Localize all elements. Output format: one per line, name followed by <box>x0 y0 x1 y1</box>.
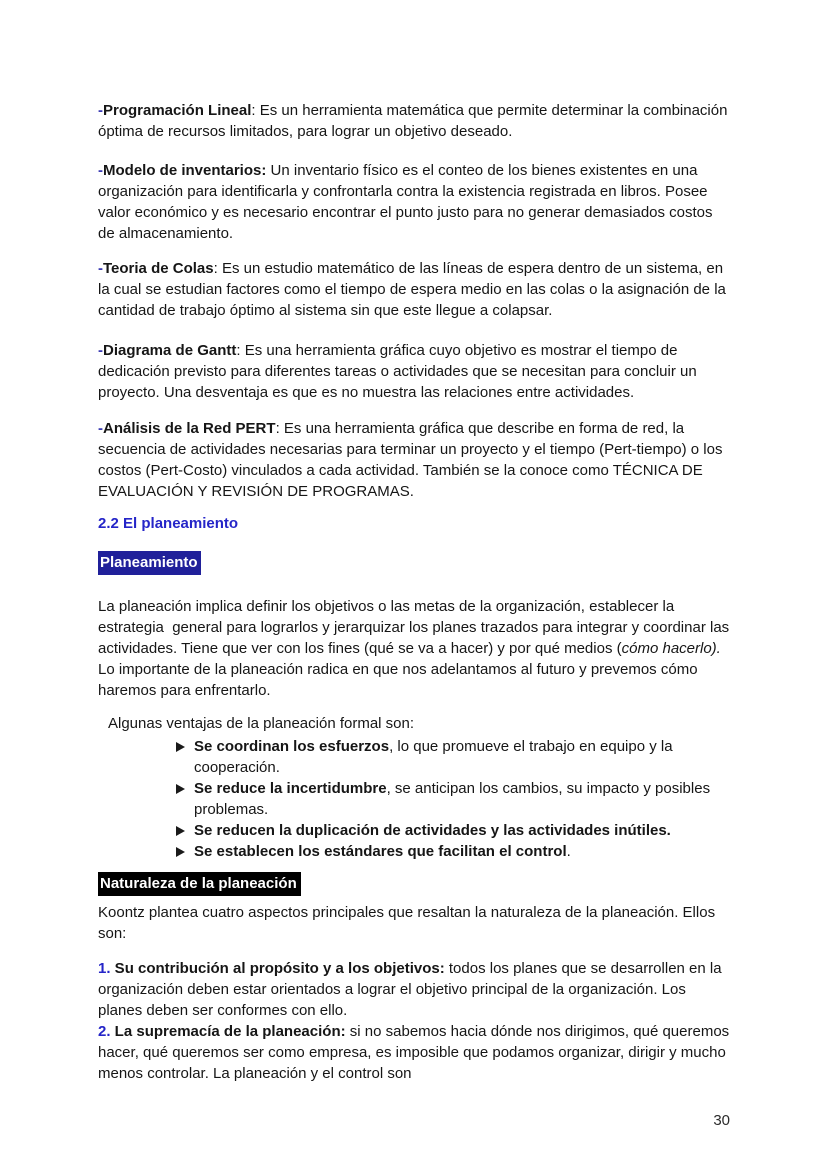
advantage-rest: . <box>566 843 571 860</box>
planning-text-1: La planeación implica definir los objetivos o las metas de la organización, establecer la estrategia general para lograrlos y jerarquizar los planes trazados para integrar y coordinar las actividades. Tiene que ver con los fines (qué se va a hacer) y por qué medios ( <box>98 598 734 657</box>
term-paragraph-analisis-red-pert <box>98 418 730 502</box>
advantage-bold: Se reducen la duplicación de actividades y las actividades inútiles. <box>194 822 671 839</box>
term-dash: - <box>98 420 103 437</box>
highlighted-heading-naturaleza: Naturaleza de la planeación <box>98 872 301 896</box>
advantage-text <box>194 820 671 841</box>
advantages-intro: Algunas ventajas de la planeación formal son: <box>108 715 415 732</box>
advantage-rest: , se anticipan los cambios, su impacto y posibles problemas. <box>194 780 715 818</box>
term-body: Un inventario físico es el conteo de los bienes existentes en una organización para identificarla y confrontarla contra la existencia registrada en libros. Posee valor económico y es necesario encontrar el punto justo para no generar demasiados costos de almacenamiento. <box>98 162 717 242</box>
list-item <box>98 820 730 841</box>
term-body: Es una herramienta gráfica que describe en forma de red, la secuencia de actividades necesarias para terminar un proyecto y el tiempo (Pert-tiempo) o los costos (Pert-Costo) vinculados a cada actividad. También se la conoce como TÉCNICA DE EVALUACIÓN Y REVISIÓN DE PROGRAMAS. <box>98 420 727 500</box>
highlighted-heading-planeamiento-row <box>98 551 730 575</box>
planning-paragraph <box>98 596 734 701</box>
advantage-text <box>194 736 730 778</box>
page-number: 30 <box>713 1112 730 1129</box>
advantage-text <box>194 778 730 820</box>
highlighted-heading-planeamiento: Planeamiento <box>98 551 201 575</box>
term-paragraph-teoria-colas <box>98 258 730 321</box>
term-separator: : <box>213 260 222 277</box>
term-title: Modelo de inventarios: <box>103 162 267 179</box>
arrowhead-bullet-icon <box>176 742 185 752</box>
advantage-rest: , lo que promueve el trabajo en equipo y la cooperación. <box>194 738 677 776</box>
advantage-text <box>194 841 571 862</box>
advantage-bold: Se establecen los estándares que facilitan el control <box>194 843 567 860</box>
term-separator: : <box>236 342 245 359</box>
term-title: Programación Lineal <box>103 102 252 119</box>
planning-text-2: Lo importante de la planeación radica en que nos adelantamos al futuro y prevemos cómo haremos para enfrentarlo. <box>98 640 730 699</box>
term-dash: - <box>98 102 103 119</box>
term-dash: - <box>98 260 103 277</box>
term-title: Diagrama de Gantt <box>103 342 237 359</box>
term-body: Es un herramienta matemática que permite determinar la combinación óptima de recursos limitados, para lograr un objetivo deseado. <box>98 102 732 140</box>
list-item <box>98 736 730 778</box>
aspect-body: todos los planes que se desarrollen en la organización deben estar orientados a lograr el objetivo principal de la organización. Los planes deben ser conformes con ello. <box>98 960 730 1019</box>
term-dash: - <box>98 342 103 359</box>
highlighted-heading-naturaleza-row <box>98 872 730 896</box>
aspect-paragraph-2 <box>98 1021 734 1084</box>
aspect-body: si no sabemos hacia dónde nos dirigimos, qué queremos hacer, qué queremos ser como empresa, es imposible que podamos organizar, dirigir y mucho menos controlar. La planeación y el control son <box>98 1023 734 1082</box>
arrowhead-bullet-icon <box>176 784 185 794</box>
term-title: Teoria de Colas <box>103 260 214 277</box>
term-dash: - <box>98 162 103 179</box>
arrowhead-bullet-icon <box>176 847 185 857</box>
term-body: Es un estudio matemático de las líneas de espera dentro de un sistema, en la cual se estudian factores como el tiempo de espera medio en las colas o la asignación de la cantidad de trabajo óptimo al sistema sin que este llegue a colapsar. <box>98 260 731 319</box>
aspect-title: Su contribución al propósito y a los objetivos: <box>110 960 445 977</box>
aspect-number: 1. <box>98 960 111 977</box>
term-paragraph-diagrama-gantt <box>98 340 730 403</box>
term-body: Es una herramienta gráfica cuyo objetivo es mostrar el tiempo de dedicación previsto para diferentes tareas o actividades que se necesitan para concluir un proyecto. Una desventaja es que es no muestra las relaciones entre actividades. <box>98 342 701 401</box>
aspect-title: La supremacía de la planeación: <box>110 1023 346 1040</box>
term-paragraph-modelo-inventarios <box>98 160 730 244</box>
section-heading-el-planeamiento: 2.2 El planeamiento <box>98 515 239 532</box>
term-separator: : <box>275 420 284 437</box>
arrowhead-bullet-icon <box>176 826 185 836</box>
advantages-list <box>98 736 730 862</box>
aspect-number: 2. <box>98 1023 111 1040</box>
term-separator: : <box>251 102 260 119</box>
term-title: Análisis de la Red PERT <box>103 420 276 437</box>
aspect-paragraph-1 <box>98 958 730 1021</box>
term-paragraph-programacion-lineal <box>98 100 730 142</box>
advantage-bold: Se reduce la incertidumbre <box>194 780 387 797</box>
list-item <box>98 778 730 820</box>
list-item <box>98 841 730 862</box>
planning-text-italic: cómo hacerlo). <box>621 640 721 657</box>
nature-intro-paragraph: Koontz plantea cuatro aspectos principales que resaltan la naturaleza de la planeación. Ellos son: <box>98 904 720 942</box>
advantage-bold: Se coordinan los esfuerzos <box>194 738 390 755</box>
